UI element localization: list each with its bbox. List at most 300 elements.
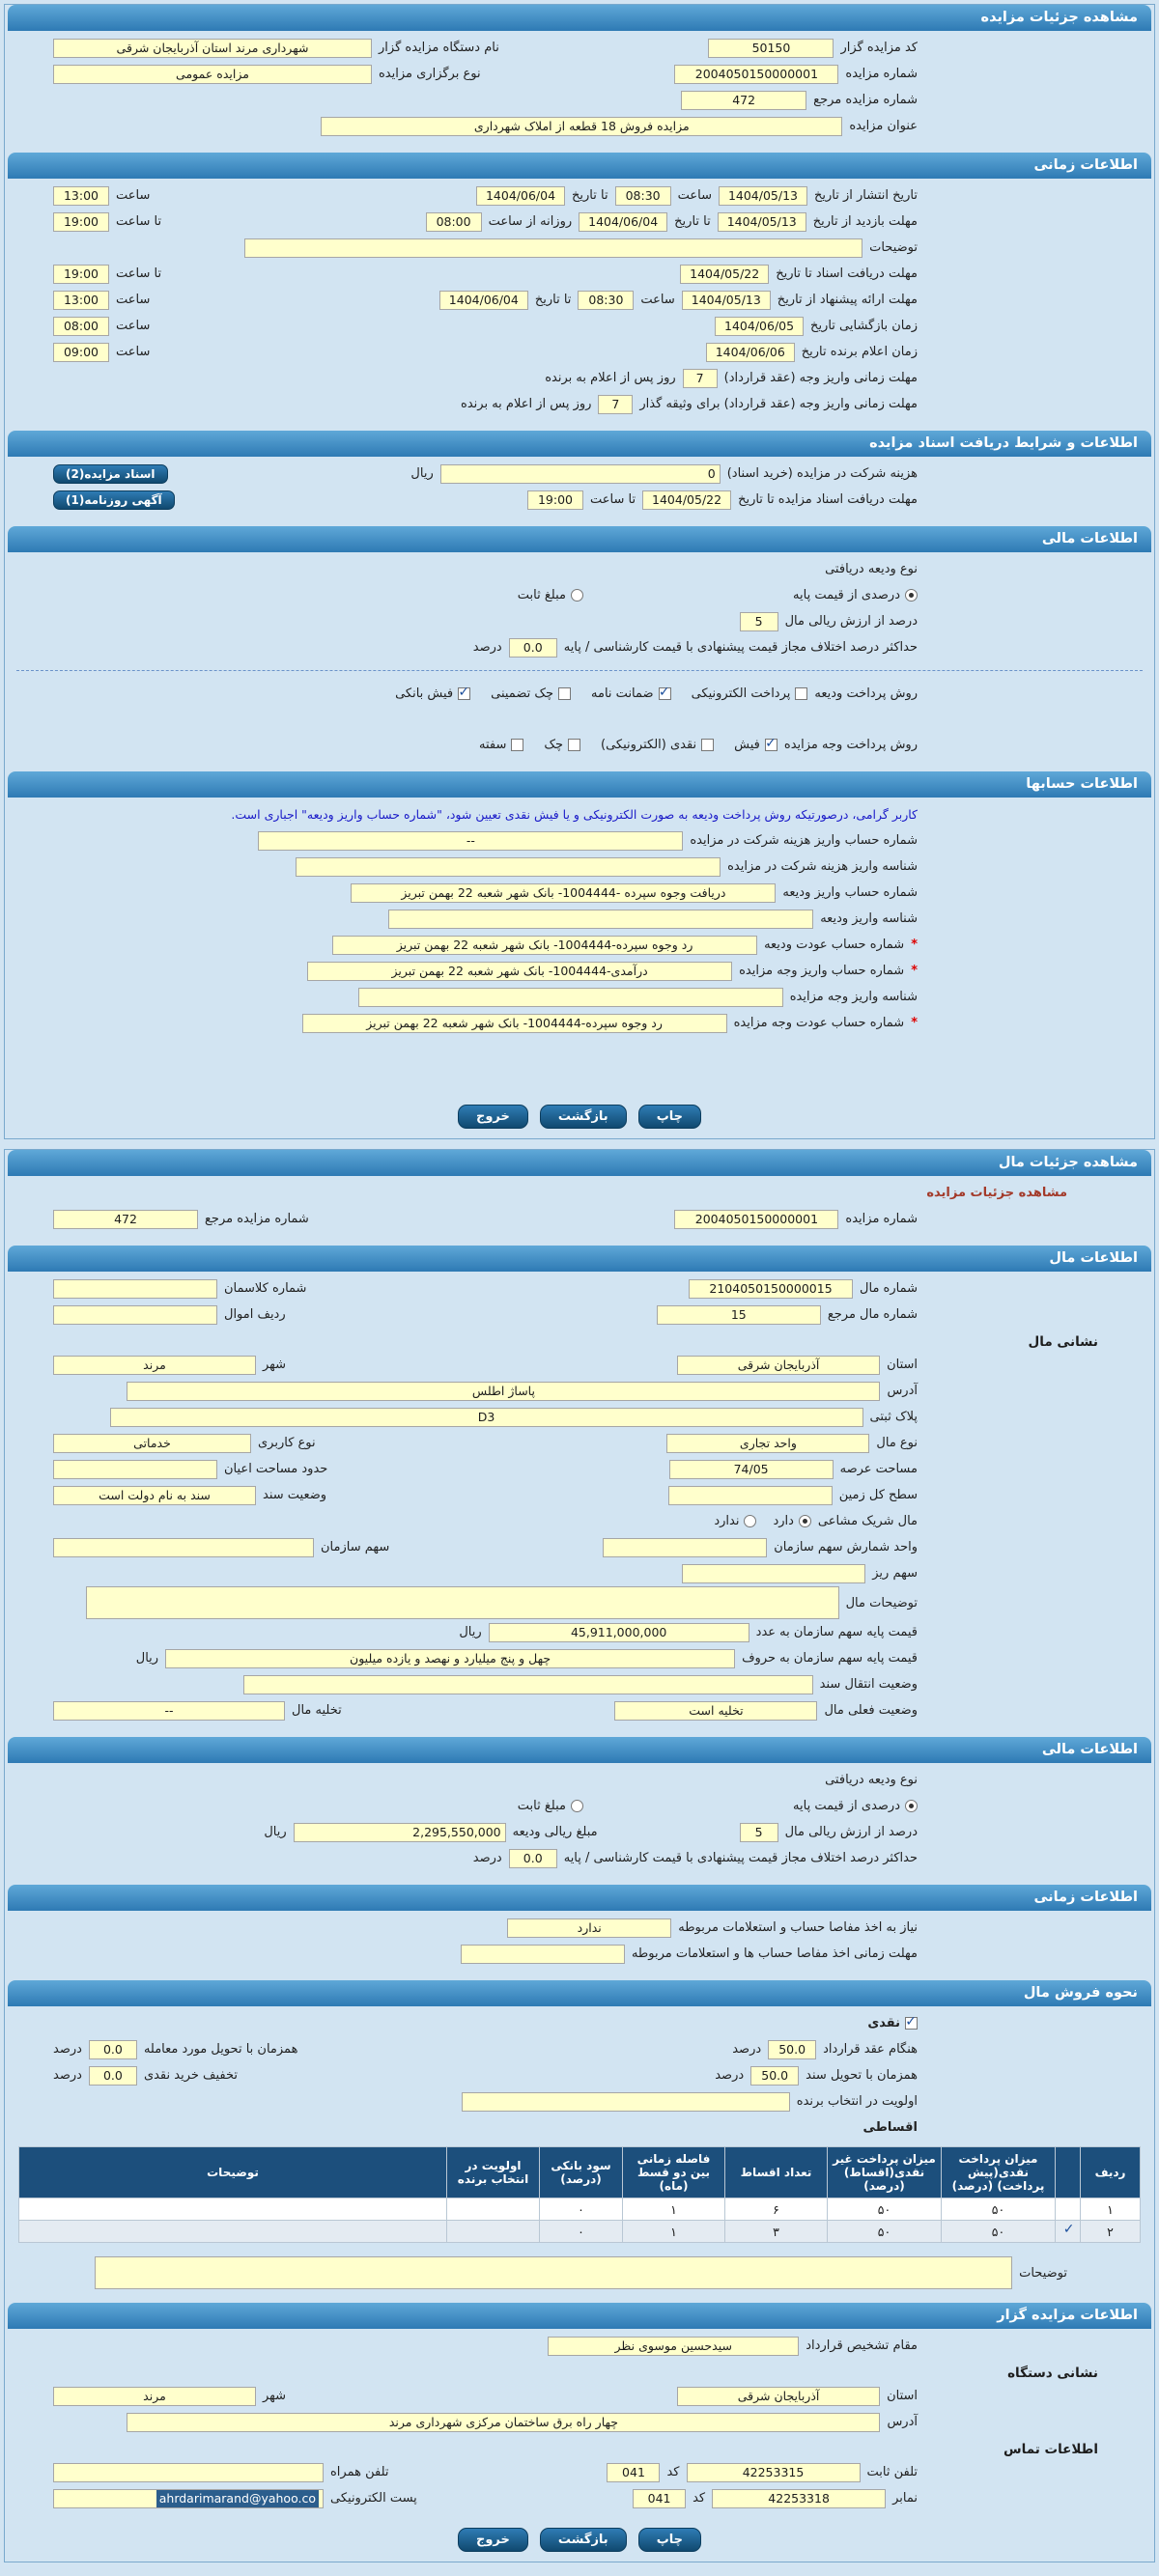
city-label: شهر	[263, 2389, 287, 2403]
certified-cheque-option[interactable]	[491, 686, 571, 701]
shared-no-option[interactable]	[714, 1514, 756, 1528]
mal-ref-label: شماره مال مرجع	[827, 1307, 918, 1322]
account-label: شماره حساب واریز ودیعه	[782, 885, 918, 900]
installment-table-row	[19, 2221, 1141, 2243]
section-header-organizer	[8, 2303, 1151, 2329]
contract-official-row	[5, 2333, 1154, 2359]
offer-from-date-field[interactable]: 1404/05/13	[682, 291, 771, 310]
auction-ref-field[interactable]: 472	[681, 91, 806, 110]
winner-priority-label: اولویت در انتخاب برنده	[796, 2094, 918, 2109]
city-group	[53, 2387, 286, 2406]
deed-transfer-field[interactable]	[243, 1675, 813, 1694]
province-field[interactable]: آذربایجان شرقی	[677, 2387, 880, 2406]
account-field[interactable]: رد وجوه سپرده-1004444- بانک شهر شعبه 22 بهمن تبریز	[302, 1014, 727, 1033]
auction-ref-row	[5, 87, 1154, 113]
section-title: اطلاعات مالی	[1041, 531, 1138, 546]
deposit-type-label: نوع ودیعه دریافتی	[825, 562, 918, 576]
delivery-payment-group	[53, 2040, 297, 2059]
property-type-field[interactable]: واحد تجاری	[666, 1434, 869, 1453]
email-field[interactable]	[53, 2489, 324, 2508]
timing-notes-row	[5, 235, 1154, 261]
shared-no-radio[interactable]	[744, 1515, 756, 1527]
installment-label: اقساطی	[862, 2120, 918, 2135]
installment-table-row	[19, 2198, 1141, 2221]
deposit-percent-label: درصد از ارزش ریالی مال	[784, 614, 918, 629]
property-notes-label: توضیحات مال	[845, 1595, 918, 1610]
winner-time-field[interactable]: 09:00	[53, 343, 109, 362]
rial-label: ریال	[410, 466, 434, 481]
base-price-field[interactable]: 45,911,000,000	[489, 1623, 749, 1642]
panel1-buttons	[5, 1105, 1154, 1129]
classification-group	[53, 1279, 306, 1299]
land-label: سطح کل زمین	[838, 1488, 918, 1502]
clearance-deadline-row	[5, 1941, 1154, 1967]
deed-transfer-row	[5, 1671, 1154, 1697]
delivery-payment-label: همزمان با تحویل مورد معامله	[143, 2042, 298, 2057]
account-row	[5, 854, 1154, 880]
deed-payment-field[interactable]: 50.0	[750, 2066, 799, 2086]
required-asterisk: *	[911, 1016, 918, 1030]
contract-official-field[interactable]: سیدحسین موسوی نظر	[548, 2337, 799, 2356]
cash-electronic-option[interactable]	[601, 738, 714, 752]
city-field[interactable]: مرند	[53, 1356, 256, 1375]
winner-priority-cell	[447, 2221, 540, 2243]
usage-group	[53, 1434, 316, 1453]
auction-ref-group	[53, 1210, 309, 1229]
account-field[interactable]: --	[258, 831, 683, 851]
property-notes-field[interactable]	[86, 1586, 839, 1619]
section-title: اطلاعات و شرایط دریافت اسناد مزایده	[869, 435, 1138, 451]
bidder-code-field[interactable]: 50150	[708, 39, 834, 58]
row-number-cell: ۱	[1081, 2198, 1141, 2221]
publish-from-date-field[interactable]: 1404/05/13	[719, 186, 807, 206]
auction-ref-field[interactable]: 472	[53, 1210, 198, 1229]
org-share-field[interactable]	[53, 1538, 314, 1557]
sub-share-field[interactable]	[682, 1564, 865, 1583]
sub-share-row	[5, 1560, 1154, 1586]
phone-field[interactable]: 42253315	[687, 2463, 861, 2482]
organizer-address-field[interactable]: چهار راه برق ساختمان مرکزی شهرداری مرند	[127, 2413, 880, 2432]
land-field[interactable]	[668, 1486, 833, 1505]
account-field[interactable]: دریافت وجوه سپرده -1004444- بانک شهر شعبه 22 بهمن تبریز	[351, 883, 776, 903]
deposit-amount-field[interactable]: 2,295,550,000	[294, 1823, 506, 1842]
max-diff-row	[5, 634, 1154, 660]
account-row	[5, 906, 1154, 932]
account-field[interactable]	[358, 988, 783, 1007]
section-title: اطلاعات مزایده گزار	[997, 2308, 1138, 2323]
deed-transfer-label: وضعیت انتقال سند	[819, 1677, 918, 1692]
publish-from-time-field[interactable]: 08:30	[615, 186, 671, 206]
required-asterisk: *	[911, 964, 918, 978]
bank-slip-label: فیش بانکی	[395, 686, 454, 701]
max-diff-row2	[5, 1845, 1154, 1871]
daily-from-hour-label: روزانه از ساعت	[488, 214, 573, 229]
rial-label: ریال	[135, 1651, 159, 1666]
promissory-note-label: سفته	[478, 738, 507, 752]
section-header-property-view	[8, 1150, 1151, 1176]
holding-type-field[interactable]: مزایده عمومی	[53, 65, 372, 84]
area-field[interactable]: 74/05	[669, 1460, 834, 1479]
print-button[interactable]: چاپ	[638, 1105, 701, 1129]
property-status-field[interactable]: تخلیه است	[614, 1701, 817, 1721]
row-select-cell[interactable]	[1056, 2221, 1081, 2243]
print-button[interactable]: چاپ	[638, 2528, 701, 2552]
to-date-label: تا تاریخ	[572, 188, 608, 203]
deposit-percent-field[interactable]: 5	[740, 1823, 778, 1842]
account-label: شناسه واریز ودیعه	[820, 911, 918, 926]
deposit-percent-field[interactable]: 5	[740, 612, 778, 631]
back-button[interactable]: بازگشت	[540, 1105, 627, 1129]
cash-payment-cell: ۵۰	[942, 2221, 1056, 2243]
section-header-financial2	[8, 1737, 1151, 1763]
auction-number-field[interactable]: 2004050150000001	[674, 1210, 838, 1229]
opening-date-field[interactable]: 1404/06/05	[715, 317, 804, 336]
fixed-amount-option[interactable]	[518, 1799, 583, 1813]
evacuation-field[interactable]: --	[53, 1701, 285, 1721]
percent-label: درصد	[472, 1851, 502, 1865]
account-field[interactable]	[388, 910, 813, 929]
cheque-checkbox[interactable]	[568, 739, 580, 751]
installment-table	[18, 2146, 1141, 2243]
auction-pay-method-row	[5, 732, 1154, 758]
doc-receive-deadline-time-field[interactable]: 19:00	[527, 490, 583, 510]
org-name-field[interactable]: شهرداری مرند استان آذربایجان شرقی	[53, 39, 372, 58]
asset-row-group	[53, 1305, 286, 1325]
percent-of-base-radio[interactable]	[905, 1800, 918, 1812]
discount-label: تخفیف خرید نقدی	[143, 2068, 239, 2083]
timing-notes-field[interactable]	[244, 238, 862, 258]
shared-yes-radio[interactable]	[799, 1515, 811, 1527]
pay-deadline-days-field[interactable]: 7	[683, 369, 718, 388]
deposit-amount-group	[264, 1823, 597, 1842]
account-row	[5, 984, 1154, 1010]
shared-yes-option[interactable]	[773, 1514, 810, 1528]
deposit-type-options-row	[5, 582, 1154, 608]
max-diff-label: حداکثر درصد اختلاف مجاز قیمت پیشنهادی با قیمت کارشناسی / پایه	[563, 1851, 918, 1865]
winner-priority-row	[5, 2088, 1154, 2114]
offer-to-time-field[interactable]: 13:00	[53, 291, 109, 310]
fixed-amount-radio[interactable]	[571, 1800, 583, 1812]
phone-label: تلفن ثابت	[866, 2465, 918, 2479]
pay-deadline2-suffix: روز پس از اعلام به برنده	[461, 397, 592, 411]
offer-to-date-field[interactable]: 1404/06/04	[439, 291, 528, 310]
asset-row-field[interactable]	[53, 1305, 217, 1325]
promissory-note-checkbox[interactable]	[511, 739, 523, 751]
col-installment-interval: فاصله زمانی بین دو قسط (ماه)	[623, 2147, 725, 2198]
cash-sale-option[interactable]	[867, 2016, 918, 2030]
area-row	[5, 1456, 1154, 1482]
bank-slip-checkbox[interactable]	[458, 687, 470, 700]
row-select-cell[interactable]	[1056, 2198, 1081, 2221]
fixed-amount-option[interactable]	[518, 588, 583, 602]
noncash-payment-cell: ۵۰	[828, 2198, 942, 2221]
visit-to-time-group	[53, 212, 161, 232]
usage-label: نوع کاربری	[258, 1436, 316, 1450]
contract-payment-field[interactable]: 50.0	[768, 2040, 816, 2059]
pay-deadline2-days-field[interactable]: 7	[598, 395, 633, 414]
col-installment-count: تعداد اقساط	[725, 2147, 828, 2198]
electronic-payment-label: پرداخت الکترونیکی	[691, 686, 791, 701]
plate-label: پلاک ثبتی	[869, 1410, 918, 1424]
organizer-address-group-label: نشانی دستگاه	[1007, 2366, 1098, 2381]
cheque-option[interactable]	[544, 738, 580, 752]
land-row	[5, 1482, 1154, 1508]
max-diff-field[interactable]: 0.0	[509, 1849, 557, 1868]
panel2-buttons	[5, 2528, 1154, 2552]
cash-electronic-label: نقدی (الکترونیکی)	[601, 738, 697, 752]
email-group	[53, 2489, 417, 2508]
auction-number-label: شماره مزایده	[845, 67, 918, 81]
code-label: کد	[666, 2465, 680, 2479]
doc-receive-deadline-date-field[interactable]: 1404/05/22	[642, 490, 731, 510]
account-label: شناسه واریز وجه مزایده	[789, 990, 918, 1004]
mal-ref-field[interactable]: 15	[657, 1305, 821, 1325]
fixed-amount-radio[interactable]	[571, 589, 583, 602]
fee-row	[5, 461, 1154, 487]
deposit-amount-label: مبلغ ریالی ودیعه	[512, 1825, 598, 1839]
base-price-words-label: قیمت پایه سهم سازمان به حروف	[742, 1651, 918, 1666]
accounts-notice-row	[5, 801, 1154, 827]
auction-ref-label: شماره مزایده مرجع	[813, 93, 918, 107]
auction-details-panel	[4, 4, 1155, 1139]
electronic-payment-checkbox[interactable]	[795, 687, 807, 700]
clearance-field[interactable]: ندارد	[507, 1918, 671, 1938]
auction-number-field[interactable]: 2004050150000001	[674, 65, 838, 84]
to-hour-label: تا ساعت	[116, 266, 162, 281]
rial-label: ریال	[264, 1825, 287, 1839]
to-hour-label: تا ساعت	[589, 492, 636, 507]
percent-of-base-option[interactable]	[793, 588, 918, 602]
percent-of-base-radio[interactable]	[905, 589, 918, 602]
dashed-divider	[16, 670, 1143, 671]
deposit-method-label: روش پرداخت ودیعه	[814, 686, 918, 701]
visit-from-date-field[interactable]: 1404/05/13	[718, 212, 806, 232]
account-row	[5, 958, 1154, 984]
asset-row-label: ردیف اموال	[224, 1307, 286, 1322]
hour-label: ساعت	[116, 188, 151, 203]
fish-label: فیش	[734, 738, 760, 752]
discount-field[interactable]: 0.0	[89, 2066, 137, 2086]
property-status-row	[5, 1697, 1154, 1723]
email-selected-text: ahrdarimarand@yahoo.co	[156, 2490, 319, 2507]
col-bank-interest: سود بانکی (درصد)	[540, 2147, 623, 2198]
auction-ref-label: شماره مزایده مرجع	[205, 1212, 309, 1226]
exit-button[interactable]: خروج	[458, 2528, 528, 2552]
fixed-amount-label: مبلغ ثابت	[517, 588, 567, 602]
installment-count-cell: ۳	[725, 2221, 828, 2243]
building-area-field[interactable]	[53, 1460, 217, 1479]
exit-button[interactable]: خروج	[458, 1105, 528, 1129]
org-share-group	[53, 1538, 389, 1557]
holding-type-group	[53, 65, 481, 84]
guarantee-label: ضمانت نامه	[591, 686, 654, 701]
visit-from-time-field[interactable]: 08:00	[426, 212, 482, 232]
col-noncash-payment: میزان پرداخت غیر نقدی(اقساط) (درصد)	[828, 2147, 942, 2198]
cash-sale-row	[5, 2010, 1154, 2036]
account-field[interactable]	[296, 857, 721, 877]
city-group	[53, 1356, 286, 1375]
hour-label: ساعت	[116, 293, 151, 307]
contract-payment-row	[5, 2036, 1154, 2062]
mal-number-field[interactable]: 2104050150000015	[689, 1279, 853, 1299]
clearance-deadline-label: مهلت زمانی اخذ مفاصا حساب ها و استعلامات مربوطه	[631, 1946, 918, 1961]
property-notes-row	[5, 1586, 1154, 1619]
percent-label: درصد	[732, 2042, 762, 2057]
winner-priority-field[interactable]	[462, 2092, 790, 2112]
clearance-row	[5, 1915, 1154, 1941]
fish-option[interactable]	[734, 738, 777, 752]
account-field[interactable]: رد وجوه سپرده-1004444- بانک شهر شعبه 22 بهمن تبریز	[332, 936, 757, 955]
clearance-deadline-field[interactable]	[461, 1945, 625, 1964]
electronic-payment-option[interactable]	[692, 686, 808, 701]
province-field[interactable]: آذربایجان شرقی	[677, 1356, 880, 1375]
classification-label: شماره کلاسمان	[224, 1281, 307, 1296]
account-label: شماره حساب عودت ودیعه	[764, 938, 905, 952]
auction-pay-method-label: روش پرداخت وجه مزایده	[783, 738, 918, 752]
fax-label: نمابر	[892, 2491, 918, 2506]
visit-row	[5, 209, 1154, 235]
guarantee-option[interactable]	[591, 686, 671, 701]
doc-deadline-time-field[interactable]: 19:00	[53, 265, 109, 284]
fax-field[interactable]: 42253318	[712, 2489, 886, 2508]
account-label: شناسه واریز هزینه شرکت در مزایده	[727, 859, 918, 874]
certified-cheque-checkbox[interactable]	[558, 687, 571, 700]
mal-number-label: شماره مال	[860, 1281, 918, 1296]
publish-to-date-field[interactable]: 1404/06/04	[476, 186, 565, 206]
auction-number-label: شماره مزایده	[845, 1212, 918, 1226]
unit-field[interactable]	[603, 1538, 767, 1557]
percent-of-base-label: درصدی از قیمت پایه	[793, 588, 900, 602]
opening-time-field[interactable]: 08:00	[53, 317, 109, 336]
visit-to-date-field[interactable]: 1404/06/04	[579, 212, 667, 232]
noncash-payment-cell: ۵۰	[828, 2221, 942, 2243]
newspaper-button-group	[53, 490, 175, 510]
bank-slip-option[interactable]	[395, 686, 470, 701]
winner-date-field[interactable]: 1404/06/06	[706, 343, 795, 362]
percent-label: درصد	[715, 2068, 745, 2083]
back-button[interactable]: بازگشت	[540, 2528, 627, 2552]
pay-deadline-suffix: روز پس از اعلام به برنده	[545, 371, 676, 385]
discount-group	[53, 2066, 238, 2086]
address-field[interactable]: پاساژ اطلس	[127, 1382, 880, 1401]
max-diff-field[interactable]: 0.0	[509, 638, 557, 658]
bidder-code-label: کد مزایده گزار	[840, 41, 918, 55]
hour-label: ساعت	[116, 345, 151, 359]
deposit-method-row	[5, 681, 1154, 707]
auction-details-link-row	[5, 1180, 1154, 1206]
publish-to-time-field[interactable]: 13:00	[53, 186, 109, 206]
property-address-group-label: نشانی مال	[1028, 1334, 1098, 1350]
fish-checkbox[interactable]	[765, 739, 777, 751]
area-label: مساحت عرصه	[839, 1462, 918, 1476]
notes-label: توضیحات	[869, 240, 918, 255]
city-field[interactable]: مرند	[53, 2387, 256, 2406]
col-notes: توضیحات	[19, 2147, 447, 2198]
section-header-accounts	[8, 771, 1151, 798]
evacuation-label: تخلیه مال	[292, 1703, 342, 1718]
clearance-label: نیاز به اخذ مفاصا حساب و استعلامات مربوطه	[678, 1920, 918, 1935]
newspaper-ad-button[interactable]: آگهی روزنامه(1)	[53, 490, 175, 510]
deed-status-field[interactable]: سند به نام دولت است	[53, 1486, 256, 1505]
shared-owner-row	[5, 1508, 1154, 1534]
notes-cell	[19, 2221, 447, 2243]
section-title: اطلاعات زمانی	[1033, 1890, 1138, 1905]
province-label: استان	[887, 1358, 918, 1372]
publish-to-time-group	[53, 186, 150, 206]
percent-of-base-option[interactable]	[793, 1799, 918, 1813]
base-price-words-field[interactable]: چهل و پنج میلیارد و نهصد و یازده میلیون	[165, 1649, 735, 1668]
phone-row	[5, 2459, 1154, 2485]
fee-field[interactable]: 0	[440, 464, 721, 484]
cash-electronic-checkbox[interactable]	[701, 739, 714, 751]
deposit-type-row2	[5, 1767, 1154, 1793]
visit-label: مهلت بازدید از تاریخ	[812, 214, 918, 229]
doc-deadline-date-field[interactable]: 1404/05/22	[680, 265, 769, 284]
section-title: نحوه فروش مال	[1023, 1985, 1138, 2001]
doc-deadline-label: مهلت دریافت اسناد تا تاریخ	[776, 266, 918, 281]
required-asterisk: *	[911, 938, 918, 952]
phone-code-field[interactable]: 041	[607, 2463, 660, 2482]
installment-row-label	[5, 2114, 1154, 2141]
auction-number-row	[5, 61, 1154, 87]
promissory-note-option[interactable]	[479, 738, 523, 752]
installment-interval-cell: ۱	[623, 2221, 725, 2243]
account-field[interactable]: درآمدی-1004444- بانک شهر شعبه 22 بهمن تبریز	[307, 962, 732, 981]
deed-status-label: وضعیت سند	[263, 1488, 327, 1502]
section-title: مشاهده جزئیات مال	[998, 1155, 1138, 1170]
auction-code-row	[5, 35, 1154, 61]
visit-to-time-field[interactable]: 19:00	[53, 212, 109, 232]
auction-details-link[interactable]: مشاهده جزئیات مزایده	[926, 1186, 1067, 1200]
doc-deadline-row	[5, 261, 1154, 287]
cheque-label: چک	[544, 738, 564, 752]
evacuation-group	[53, 1701, 342, 1721]
classification-field[interactable]	[53, 1279, 217, 1299]
auction-documents-button[interactable]: اسناد مزایده(2)	[53, 464, 168, 484]
mal-ref-row	[5, 1302, 1154, 1328]
section-title: اطلاعات مال	[1049, 1250, 1138, 1266]
deposit-percent-row2	[5, 1819, 1154, 1845]
mobile-field[interactable]	[53, 2463, 324, 2482]
organizer-province-row	[5, 2383, 1154, 2409]
bank-interest-cell: ۰	[540, 2198, 623, 2221]
email-label: پست الکترونیکی	[330, 2491, 417, 2506]
code-label: کد	[693, 2491, 706, 2506]
plate-field[interactable]: D3	[110, 1408, 863, 1427]
fee-label: هزینه شرکت در مزایده (خرید اسناد)	[726, 466, 918, 481]
percent-label: درصد	[472, 640, 502, 655]
guarantee-checkbox[interactable]	[659, 687, 671, 700]
section-header-documents	[8, 431, 1151, 457]
fax-code-field[interactable]: 041	[633, 2489, 686, 2508]
docs-button-group	[53, 464, 168, 484]
pay-deadline2-row	[5, 391, 1154, 417]
account-label: شماره حساب واریز هزینه شرکت در مزایده	[690, 833, 918, 848]
delivery-payment-field[interactable]: 0.0	[89, 2040, 137, 2059]
usage-field[interactable]: خدماتی	[53, 1434, 251, 1453]
row-selected-check-icon	[1061, 2201, 1075, 2215]
province-label: استان	[887, 2389, 918, 2403]
contract-payment-label: هنگام عقد قرارداد	[823, 2042, 918, 2057]
auction-title-field[interactable]: مزایده فروش 18 قطعه از املاک شهرداری	[321, 117, 842, 136]
col-row-select	[1056, 2147, 1081, 2198]
offer-from-time-field[interactable]: 08:30	[578, 291, 634, 310]
unit-label: واحد شمارش سهم سازمان	[774, 1540, 918, 1554]
installment-interval-cell: ۱	[623, 2198, 725, 2221]
sale-notes-field[interactable]	[95, 2256, 1012, 2289]
account-label: شماره حساب واریز وجه مزایده	[739, 964, 905, 978]
cash-sale-checkbox[interactable]	[905, 2017, 918, 2030]
